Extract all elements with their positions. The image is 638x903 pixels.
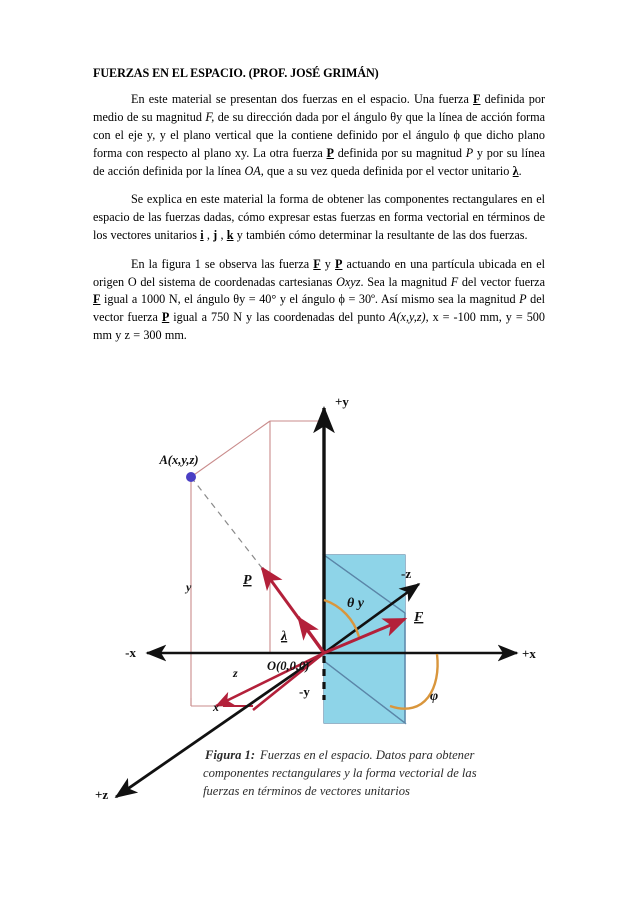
label-vector-p: P: [243, 573, 252, 588]
figure-caption-line-3: fuerzas en términos de vectores unitarios: [203, 784, 410, 798]
figure-1: [85, 388, 585, 843]
page-title: FUERZAS EN EL ESPACIO. (PROF. JOSÉ GRIMÁN): [93, 66, 379, 80]
label-point-a: A(x,y,z): [159, 453, 199, 467]
figure-caption-line-1: [204, 748, 475, 762]
label-vector-f: F: [414, 610, 424, 625]
document-body: [93, 66, 545, 356]
point-a-marker: [186, 472, 196, 482]
label-origin: O(0,0,0): [267, 659, 310, 673]
space-forces-diagram: [85, 388, 585, 843]
line-oa-extension: [191, 477, 262, 568]
label-component-z: z: [233, 666, 238, 680]
label-vector-lambda: λ: [281, 629, 288, 644]
label-x-negative: -x: [125, 645, 136, 660]
paragraph-2: Se explica en este material la forma de obtener las componentes rectangulares en el espacio de las fuerzas dadas, cómo expresar estas fuerzas en forma vectorial en términos de los vectores unitarios i , j , k y también cómo determinar la resultante de las dos fuerzas.: [93, 192, 545, 242]
label-angle-theta-y: θ y: [347, 596, 364, 611]
label-angle-phi: φ: [430, 689, 439, 704]
label-z-negative: -z: [401, 566, 412, 581]
box-edge-slant-top: [191, 421, 270, 477]
label-y-negative: -y: [299, 684, 310, 699]
figure-caption-label: Figura 1:: [205, 748, 256, 762]
vector-unit-lambda: [298, 617, 324, 653]
paragraph-3: En la figura 1 se observa las fuerza F y P actuando en una partícula ubicada en el origen O del sistema de coordenadas cartesianas Oxyz. Sea la magnitud F del vector fuerza F igual a 1000 N, el ángulo θy = 40° y el ángulo ϕ = 30º. Así mismo sea la magnitud P del vector fuerza P igual a 750 N y las coordenadas del punto A(x,y,z), x = -100 mm, y = 500 mm y z = 300 mm.: [93, 256, 546, 342]
label-z-positive: +z: [95, 787, 109, 802]
paragraph-1: En este material se presentan dos fuerzas en el espacio. Una fuerza F definida por medio de su magnitud F, de su dirección dada por el ángulo θy que la línea de acción forma con el eje y, y el plano vertical que la contiene definido por el ángulo ϕ que dicho plano forma con respecto al plano xy. La otra fuerza P definida por su magnitud P y por su línea de acción definida por la línea OA, que a su vez queda definida por el vector unitario λ.: [93, 92, 546, 178]
label-x-positive: +x: [522, 646, 536, 661]
label-y-positive: +y: [335, 394, 349, 409]
figure-caption-text-1: Fuerzas en el espacio. Datos para obtener: [260, 748, 475, 762]
label-component-x: x: [213, 700, 219, 714]
figure-caption-line-2: componentes rectangulares y la forma vectorial de las: [203, 766, 477, 780]
label-component-y: y: [186, 580, 192, 594]
